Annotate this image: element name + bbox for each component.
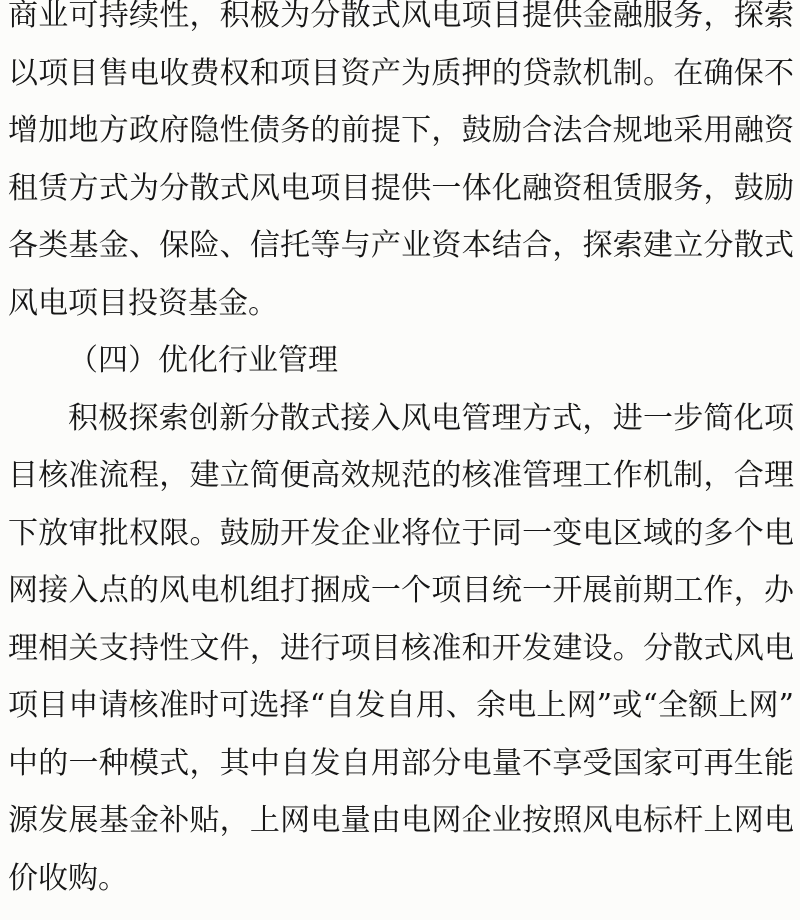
text-line: 中的一种模式，其中自发自用部分电量不享受国家可再生能 (8, 745, 794, 781)
text-line: 理相关支持性文件，进行项目核准和开发建设。分散式风电 (8, 630, 794, 666)
text-line: 积极探索创新分散式接入风电管理方式，进一步简化项 (68, 400, 794, 436)
text-line: 以项目售电收费权和项目资产为质押的贷款机制。在确保不 (8, 55, 794, 91)
section-heading: （四）优化行业管理 (68, 343, 338, 378)
paragraph-financial-services (8, 0, 794, 332)
text-line: 商业可持续性，积极为分散式风电项目提供金融服务，探索 (8, 0, 794, 33)
text-line: 各类基金、保险、信托等与产业资本结合，探索建立分散式 (8, 228, 794, 263)
text-line: 下放审批权限。鼓励开发企业将位于同一变电区域的多个电 (8, 515, 794, 551)
text-line: 目核准流程，建立简便高效规范的核准管理工作机制，合理 (8, 458, 794, 493)
text-line: 风电项目投资基金。 (8, 285, 278, 321)
text-line: 源发展基金补贴，上网电量由电网企业按照风电标杆上网电 (8, 803, 794, 838)
text-line: 价收购。 (8, 860, 128, 896)
text-line: 项目申请核准时可选择“自发自用、余电上网”或“全额上网” (8, 688, 794, 723)
text-line: 租赁方式为分散式风电项目提供一体化融资租赁服务，鼓励 (8, 170, 794, 206)
text-line: 网接入点的风电机组打捆成一个项目统一开展前期工作，办 (8, 573, 794, 608)
paragraph-industry-management (8, 390, 794, 908)
text-line: 增加地方政府隐性债务的前提下，鼓励合法合规地采用融资 (8, 113, 794, 148)
